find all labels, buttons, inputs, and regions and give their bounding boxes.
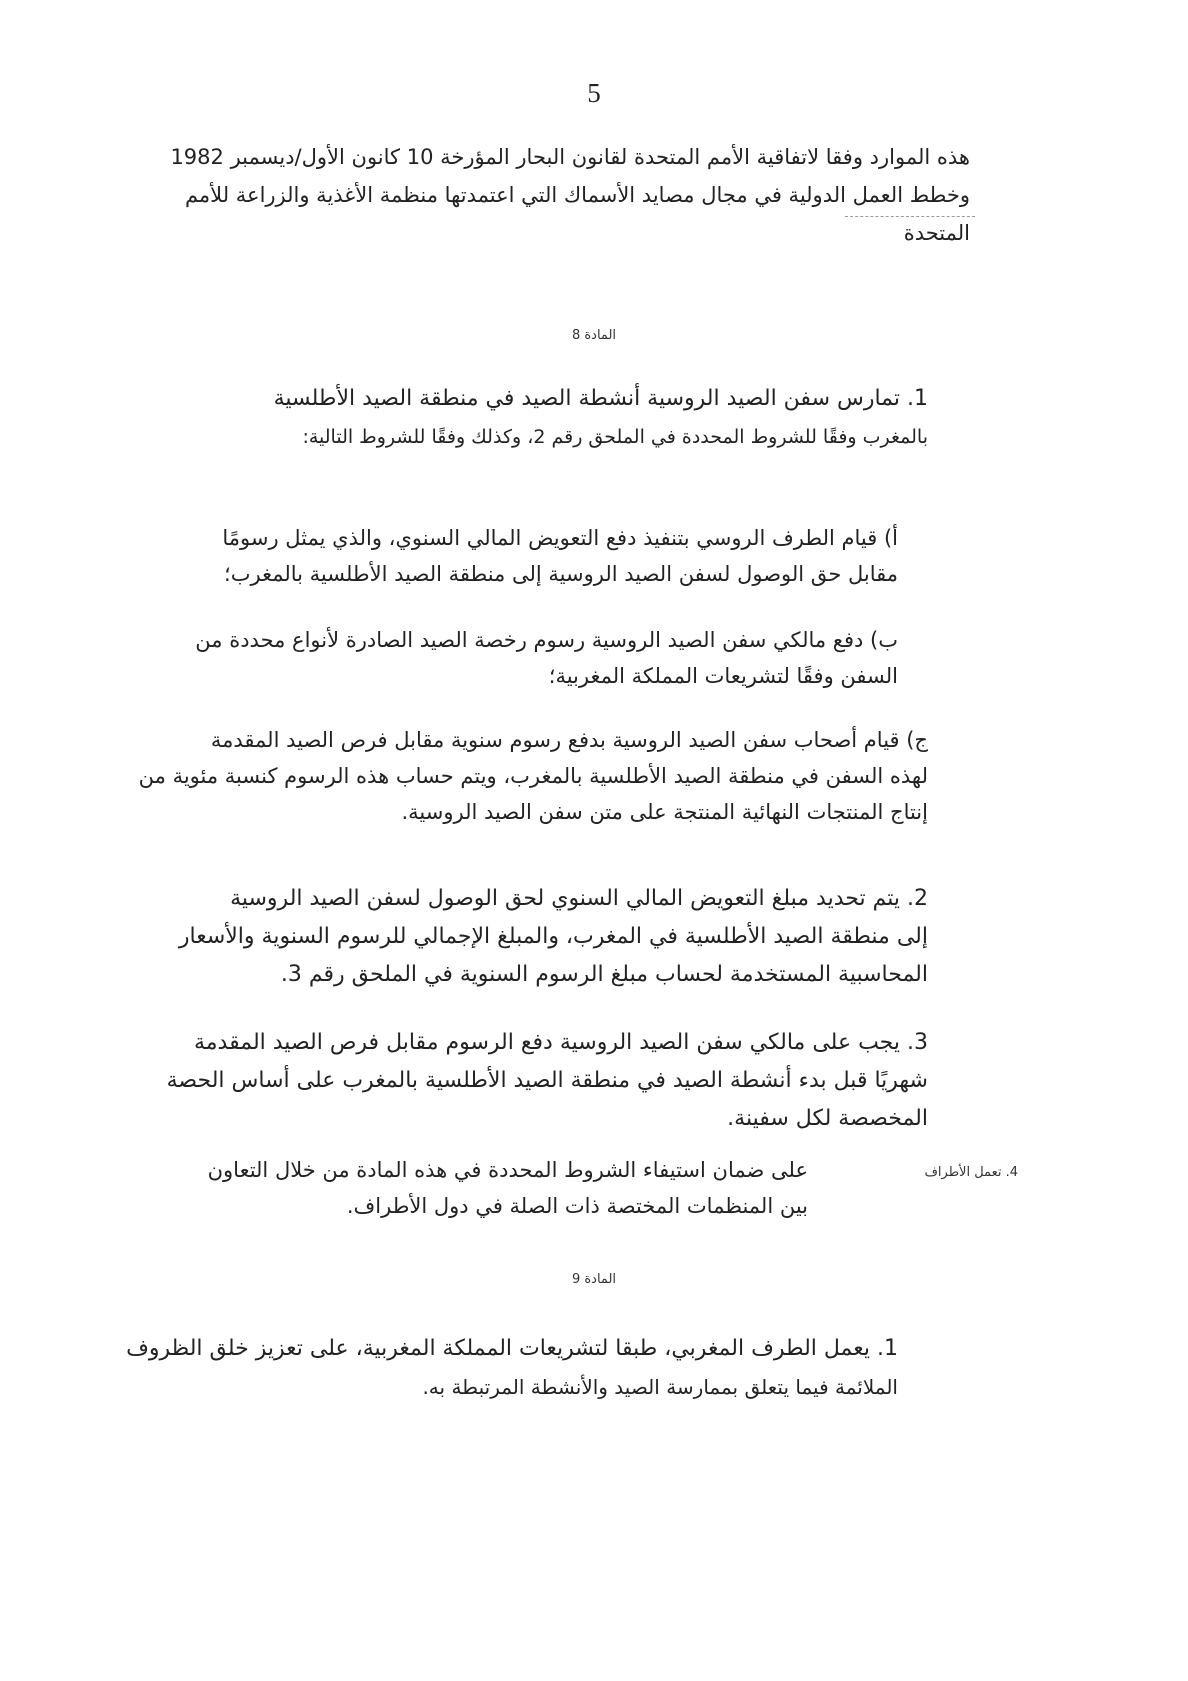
article-8-paragraph-2: [98, 880, 928, 994]
article-8-paragraph-4: [48, 1152, 808, 1224]
article-8-heading: المادة 8: [571, 328, 617, 343]
article-8-item-b: [98, 622, 898, 694]
page-number: 5: [587, 78, 601, 108]
article-9-paragraph-1: [98, 1330, 898, 1406]
text-line: بين المنظمات المختصة ذات الصلة في دول الأطراف.: [346, 1194, 808, 1218]
text-line: لهذه السفن في منطقة الصيد الأطلسية بالمغرب، ويتم حساب هذه الرسوم كنسبة مئوية من: [138, 764, 928, 788]
article-8-item-c: [98, 722, 928, 830]
text-line: ج) قيام أصحاب سفن الصيد الروسية بدفع رسوم سنوية مقابل فرص الصيد المقدمة: [210, 728, 928, 752]
text-line: الملائمة فيما يتعلق بممارسة الصيد والأنشطة المرتبطة به.: [422, 1375, 898, 1399]
text-line: وخطط العمل الدولية في مجال مصايد الأسماك التي اعتمدتها منظمة الأغذية والزراعة للأمم: [184, 183, 970, 207]
text-line: شهريًا قبل بدء أنشطة الصيد في منطقة الصيد الأطلسية بالمغرب على أساس الحصة: [166, 1068, 928, 1093]
article-8-item-a: [98, 520, 898, 592]
text-line: السفن وفقًا لتشريعات المملكة المغربية؛: [548, 664, 898, 688]
text-line: 1. تمارس سفن الصيد الروسية أنشطة الصيد في منطقة الصيد الأطلسية: [273, 386, 928, 411]
text-line: ب) دفع مالكي سفن الصيد الروسية رسوم رخصة الصيد الصادرة لأنواع محددة من: [195, 628, 898, 652]
article-8-paragraph-4-label: 4. تعمل الأطراف: [924, 1165, 1018, 1180]
article-9-heading: المادة 9: [571, 1272, 617, 1287]
text-line: 3. يجب على مالكي سفن الصيد الروسية دفع الرسوم مقابل فرص الصيد المقدمة: [193, 1030, 928, 1055]
text-line: هذه الموارد وفقا لاتفاقية الأمم المتحدة لقانون البحار المؤرخة 10 كانون الأول/ديسمبر 1982: [170, 145, 970, 169]
intro-paragraph: [140, 138, 970, 252]
text-line: المحاسبية المستخدمة لحساب مبلغ الرسوم السنوية في الملحق رقم 3.: [280, 962, 928, 987]
dashed-rule: [845, 216, 975, 217]
text-line: أ) قيام الطرف الروسي بتنفيذ دفع التعويض المالي السنوي، والذي يمثل رسومًا: [222, 526, 898, 550]
text-line: 1. يعمل الطرف المغربي، طبقا لتشريعات المملكة المغربية، على تعزيز خلق الظروف: [126, 1336, 898, 1361]
text-line: بالمغرب وفقًا للشروط المحددة في الملحق رقم 2، وكذلك وفقًا للشروط التالية:: [302, 426, 928, 448]
text-line: على ضمان استيفاء الشروط المحددة في هذه المادة من خلال التعاون: [207, 1158, 808, 1182]
text-line: إنتاج المنتجات النهائية المنتجة على متن سفن الصيد الروسية.: [401, 800, 928, 824]
text-line: المتحدة: [903, 221, 970, 245]
text-line: إلى منطقة الصيد الأطلسية في المغرب، والمبلغ الإجمالي للرسوم السنوية والأسعار: [178, 924, 928, 949]
article-8-paragraph-3: [98, 1024, 928, 1138]
article-8-paragraph-1: [108, 380, 928, 456]
text-line: المخصصة لكل سفينة.: [727, 1106, 928, 1131]
text-line: مقابل حق الوصول لسفن الصيد الروسية إلى منطقة الصيد الأطلسية بالمغرب؛: [224, 562, 898, 586]
text-line: 2. يتم تحديد مبلغ التعويض المالي السنوي لحق الوصول لسفن الصيد الروسية: [230, 886, 928, 911]
